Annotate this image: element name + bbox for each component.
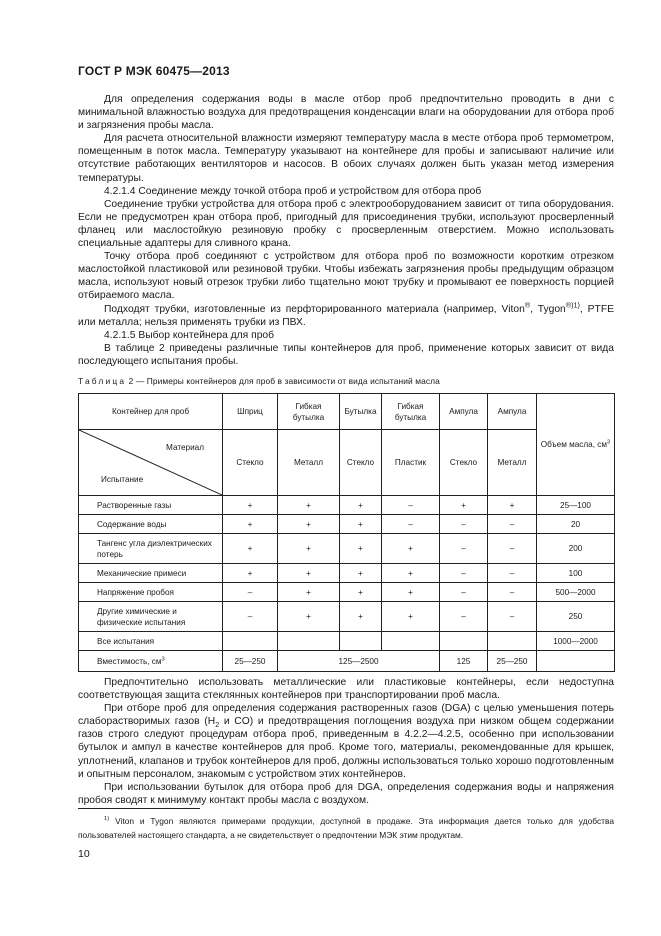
mark: + xyxy=(340,496,382,515)
mark: + xyxy=(382,602,440,632)
mark: – xyxy=(382,515,440,534)
mark: + xyxy=(278,534,340,564)
container-type: Гибкая бутылка xyxy=(382,394,440,430)
dga-paragraph: При отборе проб для определения содержания растворенных газов (DGA) с целью уменьшения потерь слаборастворимых газов ($H_2$ и CO) и предотвращения поглощения воздуха при низком общем содержании газов строго следуют процедурам отбора проб, приведенным в 4.2.2—4.2.5, особенно при использовании бутылок и ампул в качестве контейнеров для проб. Кроме того, материалы, рекомендованные для крышек, уплотнений, клапанов и трубок контейнеров для проб, должны использоваться только хорошо подготовленным и опытным персоналом, знакомым с устройством этих контейнеров. xyxy=(78,703,614,780)
container-type: Бутылка xyxy=(340,394,382,430)
test-name: Тангенс угла диэлектрических потерь xyxy=(79,534,223,564)
section-heading-4-2-1-4: 4.2.1.4 Соединение между точкой отбора проб и устройством для отбора проб xyxy=(104,185,482,197)
mark xyxy=(340,632,382,651)
volume: 200 xyxy=(537,534,615,564)
paragraph: В таблице 2 приведены различные типы контейнеров для проб, применение которых зависит от вида последующего испытания пробы. xyxy=(78,342,614,367)
table-row xyxy=(79,534,615,564)
mark: + xyxy=(223,564,278,583)
mark: – xyxy=(440,583,488,602)
footnote-ref: )1) xyxy=(571,300,580,310)
mark: + xyxy=(278,496,340,515)
capacity-ampoule-glass: 125 xyxy=(440,651,488,672)
volume: 250 xyxy=(537,602,615,632)
tubes-paragraph: Подходят трубки, изготовленные из перфторированного материала (например, Viton®, Tygon$^{®)1)}$, PTFE или металла; нельзя применять трубки из ПВХ. xyxy=(78,300,614,328)
mark: + xyxy=(488,496,537,515)
footnote: $^{1)}$ Viton и Tygon являются примерами продукции, доступной в продаже. Эта информация дается только для удобства пользователей настоящего стандарта, а не свидетельствует о предпочтении МЭК этим продуктам. xyxy=(78,816,614,840)
mark: – xyxy=(440,564,488,583)
table-row xyxy=(79,515,615,534)
capacity-syringe: 25—250 xyxy=(223,651,278,672)
diagonal-line xyxy=(79,430,222,495)
mark: + xyxy=(223,496,278,515)
mark: – xyxy=(488,564,537,583)
capacity-row xyxy=(79,651,615,672)
mark: + xyxy=(440,496,488,515)
capacity-ampoule-metal: 25—250 xyxy=(488,651,537,672)
mark: + xyxy=(340,534,382,564)
mark: – xyxy=(488,583,537,602)
test-name: Напряжение пробоя xyxy=(79,583,223,602)
mark: – xyxy=(488,515,537,534)
footnote-marker: 1) xyxy=(104,816,110,823)
volume: 500—2000 xyxy=(537,583,615,602)
footnote-separator xyxy=(78,808,200,809)
mark xyxy=(440,632,488,651)
paragraph: Для определения содержания воды в масле отбор проб предпочтительно проводить в дни с минимальной влажностью воздуха для предотвращения конденсации влаги на оборудовании для отбора проб и загрязнения пробы масла. xyxy=(78,94,614,132)
mark: – xyxy=(488,534,537,564)
volume-header: Объем масла, $см^3$ xyxy=(537,394,615,496)
table-caption: Таблица 2 — Примеры контейнеров для проб в зависимости от вида испытаний масла xyxy=(78,376,440,386)
mark xyxy=(278,632,340,651)
mark: + xyxy=(382,583,440,602)
mark: – xyxy=(223,602,278,632)
test-label: Испытание xyxy=(101,475,144,484)
material-label: Материал xyxy=(166,443,204,452)
capacity-label: Вместимость, $см^3$ xyxy=(79,651,223,672)
mark: + xyxy=(340,602,382,632)
container-type: Ампула xyxy=(440,394,488,430)
paragraph: Для расчета относительной влажности измеряют температуру масла в месте отбора проб термометром, помещенным в поток масла. Температуру указывают на контейнере для пробы и записывают наличие или отсутствие работающих вентиляторов и насосов. В обоих случаях должен быть указан метод измерения температуры. xyxy=(78,133,614,184)
mark: + xyxy=(278,602,340,632)
container-type: Ампула xyxy=(488,394,537,430)
volume: 20 xyxy=(537,515,615,534)
mark: + xyxy=(223,515,278,534)
test-name: Растворенные газы xyxy=(79,496,223,515)
container-type: Гибкая бутылка xyxy=(278,394,340,430)
test-name: Другие химические и физические испытания xyxy=(79,602,223,632)
mark: + xyxy=(278,515,340,534)
paragraph: При использовании бутылок для отбора проб для DGA, определения содержания воды и напряжения пробоя сводят к минимуму контакт пробы масла с воздухом. xyxy=(78,781,614,806)
mark xyxy=(382,632,440,651)
mark: – xyxy=(488,602,537,632)
capacity-bottles: 125—2500 xyxy=(278,651,440,672)
mark: + xyxy=(382,564,440,583)
mark: – xyxy=(440,515,488,534)
mark: + xyxy=(340,583,382,602)
paragraph: Точку отбора проб соединяют с устройством для отбора проб по возможности коротким отрезком маслостойкой пластиковой или резиновой трубки. Чтобы избежать загрязнения пробы предыдущим образцом масла, используют новый отрезок трубки либо тщательно моют трубку и промывают ее поверхность порцией отбираемого масла. xyxy=(78,251,614,302)
bottom-text-block xyxy=(78,676,614,807)
table-row xyxy=(79,564,615,583)
container-type: Шприц xyxy=(223,394,278,430)
mark: + xyxy=(382,534,440,564)
material: Стекло xyxy=(440,430,488,496)
mark: – xyxy=(223,583,278,602)
table-row xyxy=(79,602,615,632)
mark xyxy=(223,632,278,651)
test-name: Содержание воды xyxy=(79,515,223,534)
container-header: Контейнер для проб xyxy=(79,394,223,430)
table-row xyxy=(79,496,615,515)
containers-table xyxy=(78,393,615,672)
test-name: Механические примеси xyxy=(79,564,223,583)
material: Стекло xyxy=(340,430,382,496)
material: Стекло xyxy=(223,430,278,496)
material: Металл xyxy=(488,430,537,496)
volume: 100 xyxy=(537,564,615,583)
mark: + xyxy=(340,564,382,583)
table-row xyxy=(79,632,615,651)
document-header: ГОСТ Р МЭК 60475—2013 xyxy=(78,64,230,78)
paragraph: Предпочтительно использовать металлические или пластиковые контейнеры, если недоступна соответствующая защита стеклянных контейнеров при транспортировании проб масла. xyxy=(78,677,614,702)
top-text-block xyxy=(78,93,614,368)
mark: + xyxy=(340,515,382,534)
mark: – xyxy=(440,602,488,632)
volume: 1000—2000 xyxy=(537,632,615,651)
table-row xyxy=(79,583,615,602)
mark: – xyxy=(382,496,440,515)
test-name: Все испытания xyxy=(79,632,223,651)
mark xyxy=(488,632,537,651)
page-number: 10 xyxy=(78,848,90,860)
volume: 25—100 xyxy=(537,496,615,515)
material: Металл xyxy=(278,430,340,496)
mark: + xyxy=(278,564,340,583)
material: Пластик xyxy=(382,430,440,496)
mark: + xyxy=(278,583,340,602)
diagonal-header-cell xyxy=(79,430,223,496)
section-heading-4-2-1-5: 4.2.1.5 Выбор контейнера для проб xyxy=(104,329,275,341)
capacity-empty xyxy=(537,651,615,672)
mark: + xyxy=(223,534,278,564)
paragraph: Соединение трубки устройства для отбора проб с электрооборудованием зависит от типа оборудования. Если не предусмотрен кран отбора проб, пригодный для присоединения трубки, используют просверленный фланец или маслостойкую резиновую пробку с просверленным отверстием. Можно использовать специальные адаптеры для сливного крана. xyxy=(78,198,614,250)
mark: – xyxy=(440,534,488,564)
